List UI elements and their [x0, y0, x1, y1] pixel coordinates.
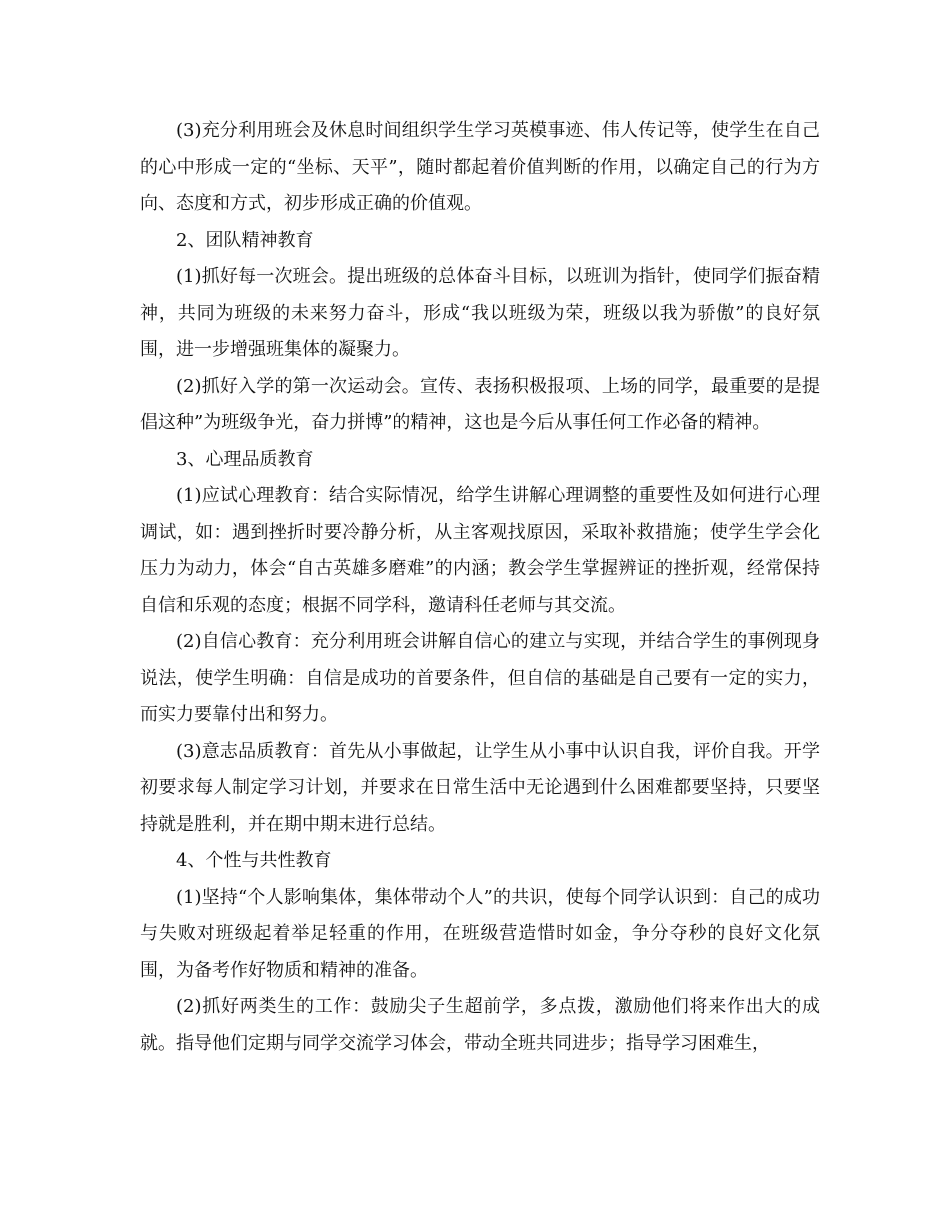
paragraph-value-judgment: (3)充分利用班会及休息时间组织学生学习英模事迹、伟人传记等，使学生在自己的心中形成一定的“坐标、天平”，随时都起着价值判断的作用，以确定自己的行为方向、态度和方式，初步形成正确的价值观。 [140, 120, 820, 214]
paragraph-sports-meeting: (2)抓好入学的第一次运动会。宣传、表扬积极报项、上场的同学，最重要的是提倡这种”为班级争光，奋力拼博”的精神，这也是今后从事任何工作必备的精神。 [140, 375, 820, 433]
paragraph-self-confidence: (2)自信心教育：充分利用班会讲解自信心的建立与实现，并结合学生的事例现身说法，使学生明确：自信是成功的首要条件，但自信的基础是自己要有一定的实力，而实力要靠付出和努力。 [140, 631, 820, 725]
paragraph-class-meeting: (1)抓好每一次班会。提出班级的总体奋斗目标，以班训为指针，使同学们振奋精神，共同为班级的未来努力奋斗，形成“我以班级为荣，班级以我为骄傲”的良好氛围，进一步增强班集体的凝聚力。 [140, 266, 820, 360]
document-body [140, 113, 820, 1062]
heading-team-spirit: 2、团队精神教育 [176, 229, 314, 251]
paragraph-willpower: (3)意志品质教育：首先从小事做起，让学生从小事中认识自我，评价自我。开学初要求每人制定学习计划，并要求在日常生活中无论遇到什么困难都要坚持，只要坚持就是胜利，并在期中期末进行总结。 [140, 740, 820, 835]
heading-individuality-commonality: 4、个性与共性教育 [176, 850, 332, 871]
heading-psychological-quality: 3、心理品质教育 [176, 448, 314, 470]
paragraph-exam-psychology: (1)应试心理教育：结合实际情况，给学生讲解心理调整的重要性及如何进行心理调试，如：遇到挫折时要冷静分析，从主客观找原因，采取补救措施；使学生学会化压力为动力，体会“自古英雄多磨难”的内涵；教会学生掌握辨证的挫折观，经常保持自信和乐观的态度；根据不同学科，邀请科任老师与其交流。 [140, 485, 820, 616]
paragraph-individual-collective: (1)坚持“个人影响集体，集体带动个人”的共识，使每个同学认识到：自己的成功与失败对班级起着举足轻重的作用，在班级营造惜时如金，争分夺秒的良好文化氛围，为备考作好物质和精神的准备。 [140, 886, 820, 981]
paragraph-two-types-students: (2)抓好两类生的工作：鼓励尖子生超前学，多点拨，激励他们将来作出大的成就。指导他们定期与同学交流学习体会，带动全班共同进步；指导学习困难生， [140, 996, 820, 1054]
